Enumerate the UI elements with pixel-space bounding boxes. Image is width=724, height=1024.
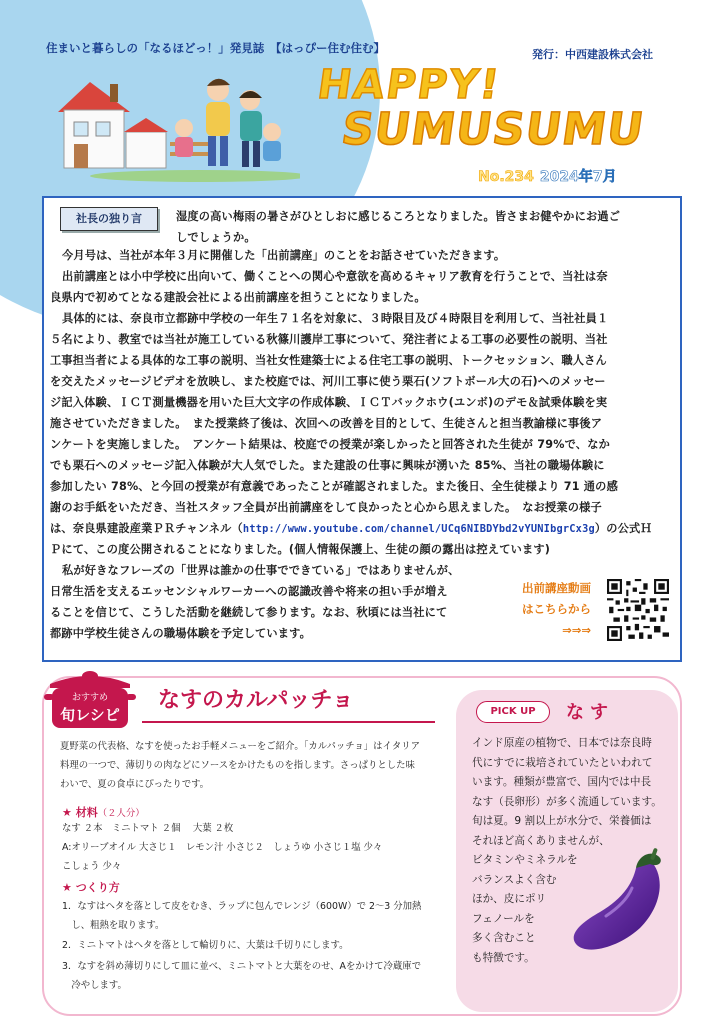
recipe-badge-main: 旬レシピ — [60, 706, 120, 724]
pickup-line: 代にすでに栽培されていたといわれて — [472, 757, 653, 769]
message-text: は、奈良県建設産業ＰＲチャンネル（ — [50, 522, 243, 535]
step-line: 3．なすを斜め薄切りにして皿に並べ、ミニトマトと大葉をのせ、Aをかけて冷蔵庫で — [62, 961, 421, 972]
youtube-channel-link[interactable]: http://www.youtube.com/channel/UCq6NIBDYbd2vYUNIbgrCx3g — [242, 523, 595, 535]
step-line: し、粗熱を取ります。 — [62, 920, 165, 931]
pickup-line: います。種類が豊富で、国内では中長 — [472, 776, 652, 788]
issue-number: No.234 — [478, 169, 534, 185]
recipe-intro-line: わいで、夏の食卓にぴったりです。 — [60, 779, 210, 790]
step-line: 1．なすはヘタを落として皮をむき、ラップに包んでレンジ（600W）で 2～3 分加熱 — [62, 901, 422, 912]
president-message-label: 社長の独り言 — [60, 207, 158, 231]
steps-heading: ★ つくり方 — [62, 881, 120, 894]
header-tagline: 住まいと暮らしの「なるほどっ！」発見誌 【はっぴー住む住む】 — [46, 41, 386, 55]
pickup-line: 旬は夏。9 割以上が水分で、栄養価は — [472, 815, 652, 827]
ingredient-line: A:オリーブオイル 大さじ１ レモン汁 小さじ２ しょうゆ 小さじ１塩 少々 — [62, 842, 383, 853]
message-line: Ｐにて、この度公開されることになりました。(個人情報保護上、生徒の顔の露出は控えています) — [50, 543, 551, 556]
pickup-title: なす — [566, 702, 614, 723]
pickup-line: フェノールを — [472, 913, 535, 925]
message-line: しでしょうか。 — [176, 231, 256, 244]
message-line-with-link — [50, 518, 652, 540]
step-line: 2．ミニトマトはヘタを落として輪切りに、大葉は千切りにします。 — [62, 940, 349, 951]
message-line: ンケートを実施しました。 アンケート結果は、校庭での授業が楽しかったと回答された生徒が 79%で、なか — [50, 438, 610, 451]
message-line: を交えたメッセージビデオを放映し、また校庭では、河川工事に使う栗石(ソフトボール大の石)へのメッセー — [50, 375, 606, 388]
pickup-line: も特徴です。 — [472, 952, 535, 964]
pickup-line: バランスよく含む — [472, 874, 557, 886]
message-line: 具体的には、奈良市立都跡中学校の一年生７１名を対象に、３時限目及び４時限目を利用して、当社社員１ — [62, 312, 609, 325]
pickup-line: ほか、皮にポリ — [472, 893, 547, 905]
message-line: 日常生活を支えるエッセンシャルワーカーへの認識改善や将来の担い手が増え — [50, 585, 448, 598]
message-line: 参加したい 78%、と今回の授業が有意義であったことが確認されました。また後日、全生徒様より 71 通の感 — [50, 480, 618, 493]
ingredients-serving: （２人分） — [97, 808, 145, 819]
message-line: 今月号は、当社が本年３月に開催した「出前講座」のことをお話させていただきます。 — [62, 249, 506, 262]
message-line: 謝のお手紙をいただき、当社スタッフ全員が出前講座をして良かったと心から思えました。 なお授業の様子 — [50, 501, 602, 514]
message-line: 良県内で初めてとなる建設会社による出前講座を担うことになりました。 — [50, 291, 426, 304]
pickup-line: ビタミンやミネラルを — [472, 854, 578, 866]
logo-sumusumu: SUMUSUMU — [338, 104, 648, 155]
step-line: 冷やします。 — [62, 980, 127, 991]
message-line: ５名により、教室では当社が施工している秋篠川護岸工事について、発注者による工事の必要性の説明、当社 — [50, 333, 608, 346]
issue-date: 2024年7月 — [539, 169, 617, 185]
pickup-line: 多く含むこと — [472, 932, 536, 944]
pickup-line: それほど高くありませんが、 — [472, 835, 610, 847]
message-line: 都跡中学校生徒さんの職場体験を予定しています。 — [50, 627, 312, 640]
recipe-badge-top: おすすめ — [71, 693, 109, 703]
ingredient-line: こしょう 少々 — [62, 861, 122, 872]
eggplant-icon — [566, 846, 674, 958]
message-line: ジ記入体験、ＩＣＴ測量機器を用いた巨大文字の作成体験、ＩＣＴバックホウ(ユンボ)のデモ＆試乗体験を実 — [50, 396, 608, 409]
ingredient-line: なす ２本 ミニトマト ２個 大葉 ２枚 — [62, 823, 234, 834]
recipe-pot-icon — [44, 664, 136, 734]
pickup-line: インド原産の植物で、日本では奈良時 — [472, 737, 652, 749]
pickup-badge: PICK UP — [476, 701, 550, 723]
pickup-line: なす（長卵形）が多く流通しています。 — [472, 796, 662, 808]
qr-code-icon[interactable] — [607, 579, 669, 641]
publisher-name: 発行：中西建設株式会社 — [532, 48, 653, 61]
issue-info — [478, 166, 617, 186]
recipe-intro-line: 夏野菜の代表格、なすを使ったお手軽メニューをご紹介。「カルパッチョ」はイタリア — [60, 741, 420, 752]
ingredients-heading-label: ★ 材料 — [62, 806, 98, 819]
message-line: 出前講座とは小中学校に出向いて、働くことへの関心や意欲を高めるキャリア教育を行うことで、当社は奈 — [62, 270, 608, 283]
message-line: 私が好きなフレーズの「世界は誰かの仕事でできている」ではありませんが、 — [62, 564, 460, 577]
message-line: 工事担当者による具体的な工事の説明、当社女性建築士による住宅工事の説明、トークセッション、職人さん — [50, 354, 607, 367]
recipe-title-underline — [142, 721, 435, 723]
recipe-title: なすのカルパッチョ — [158, 688, 354, 713]
qr-caption-arrows: ⇒⇒⇒ — [562, 623, 591, 637]
qr-caption — [522, 578, 591, 641]
logo-happy: HAPPY! — [314, 62, 504, 108]
message-line: でも栗石へのメッセージ記入体験が大人気でした。また建設の仕事に興味が湧いた 85%、当社の職場体験に — [50, 459, 605, 472]
family-house-illustration — [50, 70, 300, 185]
qr-caption-line2: はこちらから — [522, 602, 591, 616]
message-line: 湿度の高い梅雨の暑さがひとしおに感じるころとなりました。皆さまお健やかにお過ご — [176, 210, 621, 223]
message-line: 施させていただきました。 また授業終了後は、次回への改善を目的として、生徒さんと担当教諭様に事後ア — [50, 417, 603, 430]
recipe-intro-line: 料理の一つで、薄切りの肉などにソースをかけたものを指します。さっぱりとした味 — [60, 760, 415, 771]
message-line: ることを信じて、こうした活動を継続して参ります。なお、秋頃には当社にて — [50, 606, 448, 619]
qr-caption-line1: 出前講座動画 — [522, 581, 591, 595]
message-text: ）の公式Ｈ — [594, 522, 652, 535]
